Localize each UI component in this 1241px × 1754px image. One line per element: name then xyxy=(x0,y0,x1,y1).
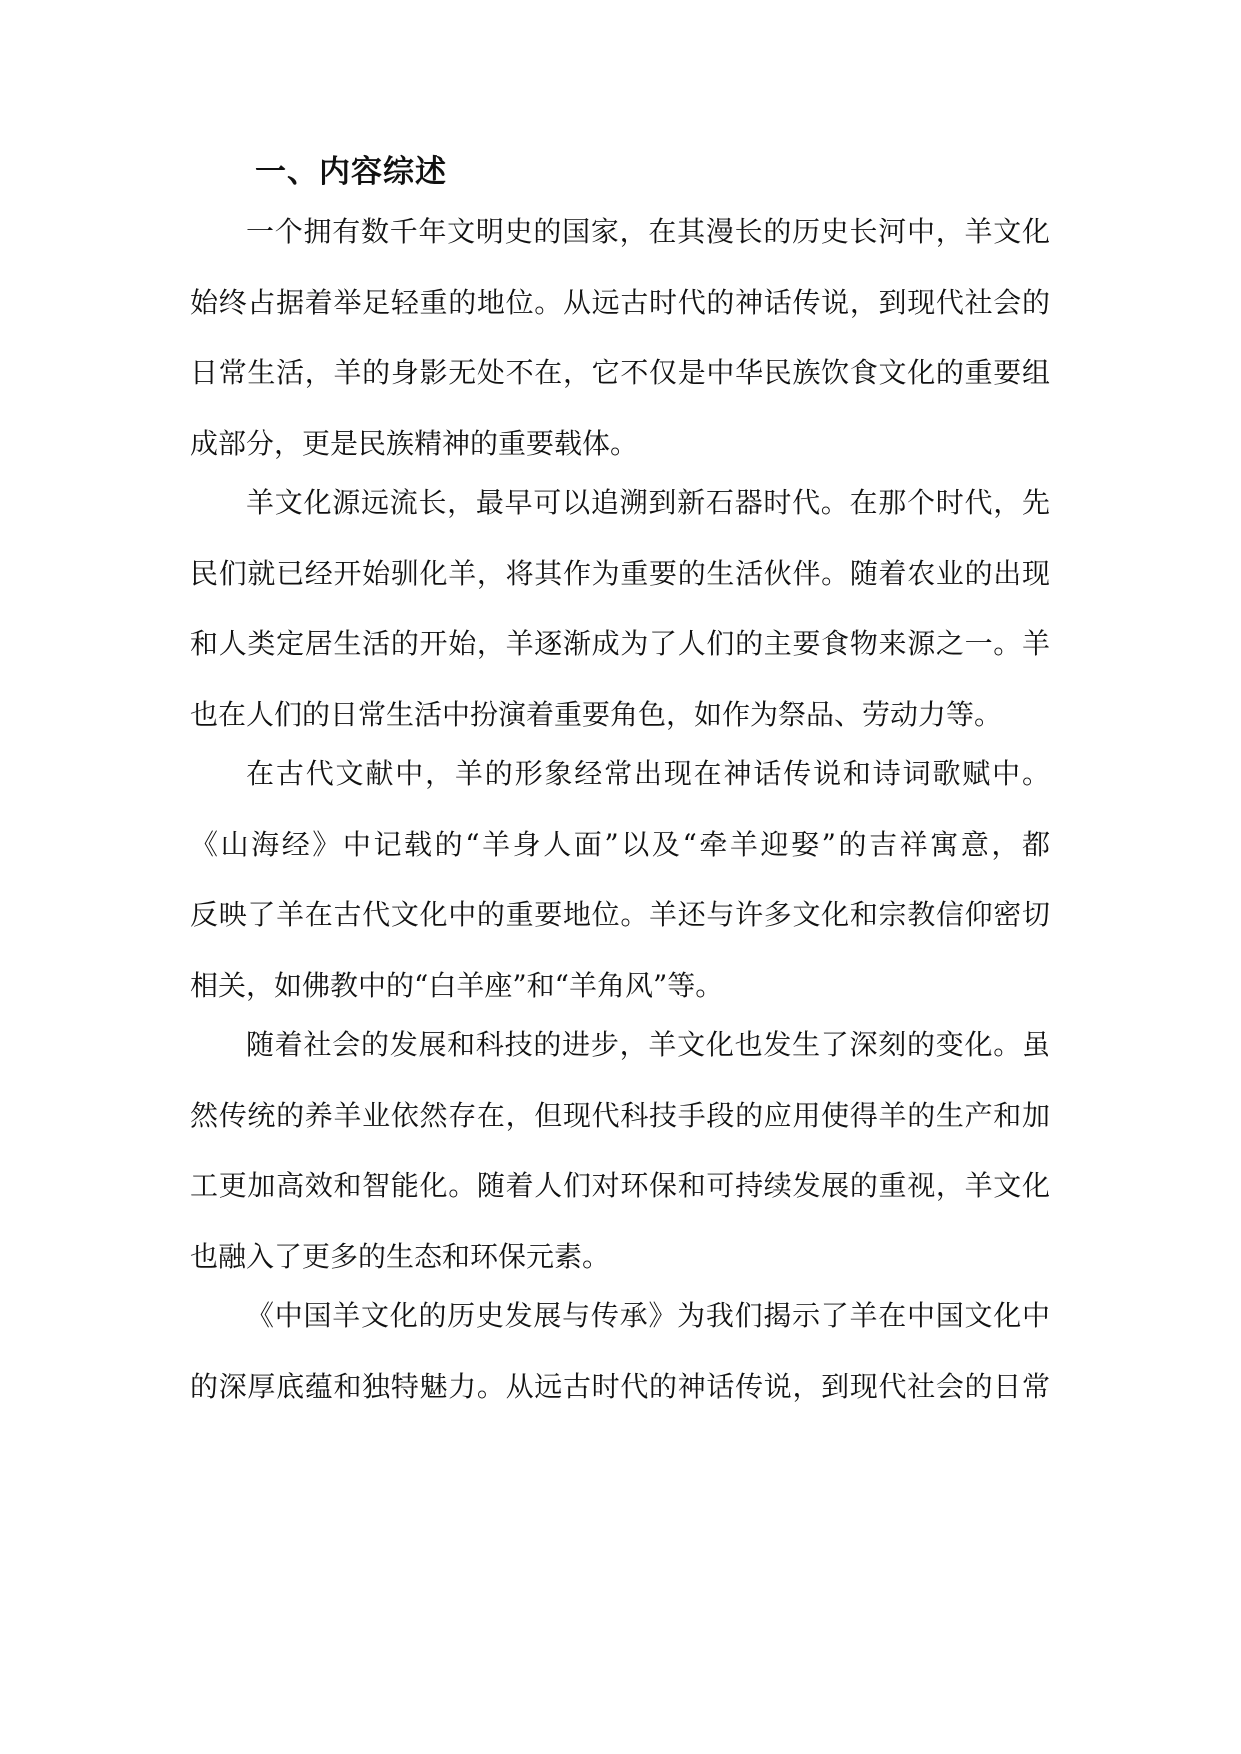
paragraph-line: 相关，如佛教中的“白羊座”和“羊角风”等。 xyxy=(190,969,724,1002)
paragraph-line: 工更加高效和智能化。随着人们对环保和可持续发展的重视，羊文化 xyxy=(190,1169,1050,1202)
paragraph-line: 日常生活，羊的身影无处不在，它不仅是中华民族饮食文化的重要组 xyxy=(190,356,1050,389)
paragraph-line: 羊文化源远流长，最早可以追溯到新石器时代。在那个时代，先 xyxy=(246,486,1050,519)
paragraph-line: 始终占据着举足轻重的地位。从远古时代的神话传说，到现代社会的 xyxy=(190,286,1050,319)
paragraph-line: 在古代文献中，羊的形象经常出现在神话传说和诗词歌赋中。 xyxy=(246,757,1050,790)
paragraph-line: 的深厚底蕴和独特魅力。从远古时代的神话传说，到现代社会的日常 xyxy=(190,1370,1050,1403)
section-heading: 一、内容综述 xyxy=(255,154,447,190)
paragraph-line: 成部分，更是民族精神的重要载体。 xyxy=(190,427,639,460)
paragraph-line: 一个拥有数千年文明史的国家，在其漫长的历史长河中，羊文化 xyxy=(246,215,1050,248)
paragraph-line: 《山海经》中记载的“羊身人面”以及“牵羊迎娶”的吉祥寓意，都 xyxy=(190,828,1050,861)
paragraph-line: 也在人们的日常生活中扮演着重要角色，如作为祭品、劳动力等。 xyxy=(190,698,1003,731)
paragraph-line: 然传统的养羊业依然存在，但现代科技手段的应用使得羊的生产和加 xyxy=(190,1099,1050,1132)
paragraph-line: 民们就已经开始驯化羊，将其作为重要的生活伙伴。随着农业的出现 xyxy=(190,557,1050,590)
paragraph-line: 反映了羊在古代文化中的重要地位。羊还与许多文化和宗教信仰密切 xyxy=(190,898,1050,931)
paragraph-line: 《中国羊文化的历史发展与传承》为我们揭示了羊在中国文化中 xyxy=(246,1299,1050,1332)
paragraph-line: 和人类定居生活的开始，羊逐渐成为了人们的主要食物来源之一。羊 xyxy=(190,627,1050,660)
paragraph-line: 随着社会的发展和科技的进步，羊文化也发生了深刻的变化。虽 xyxy=(246,1028,1050,1061)
paragraph-line: 也融入了更多的生态和环保元素。 xyxy=(190,1240,611,1273)
